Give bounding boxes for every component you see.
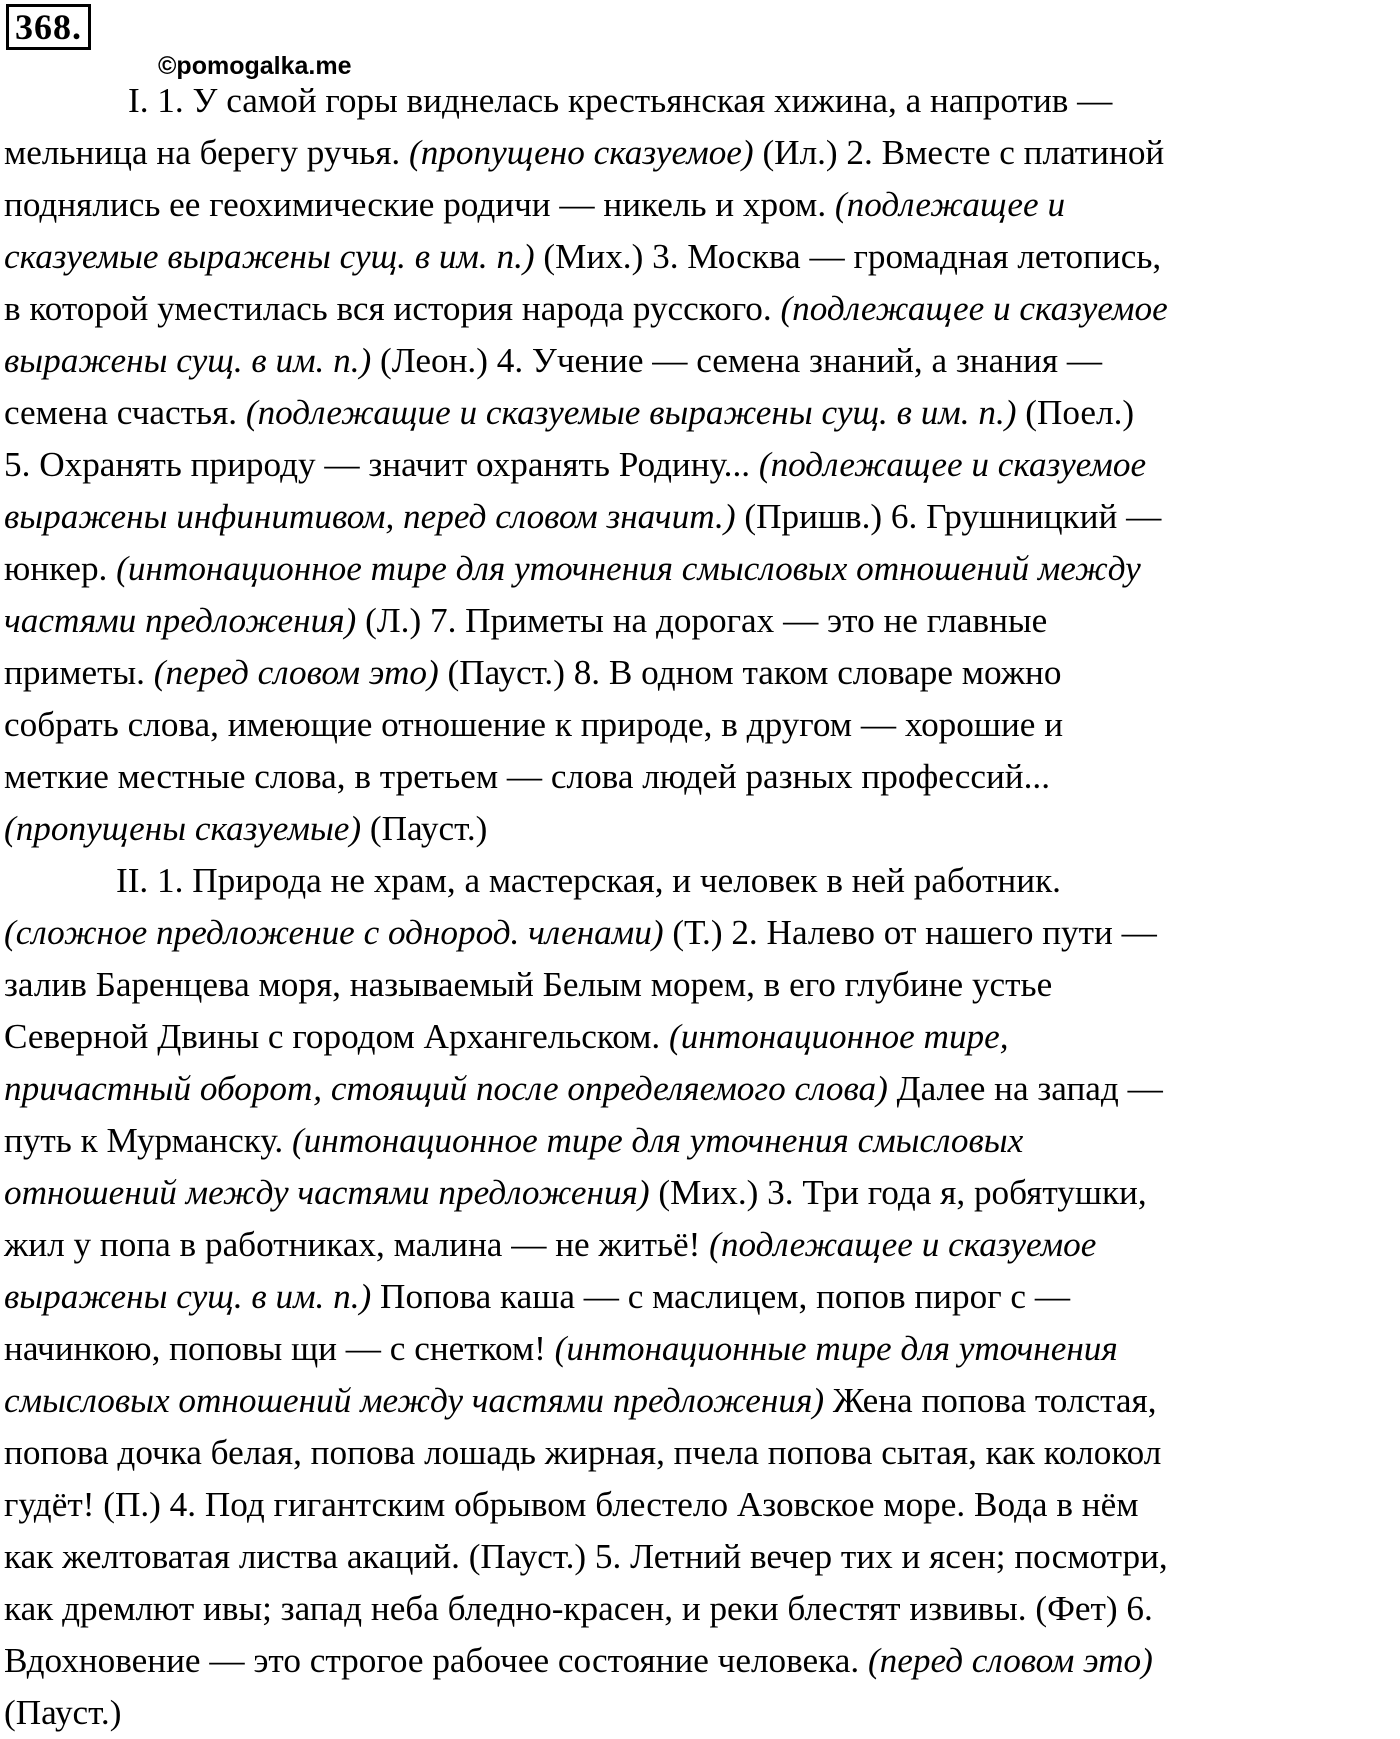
grammar-comment: (пропущено сказуемое) <box>408 133 754 172</box>
grammar-comment: (подлежащее и сказуемое <box>758 445 1147 484</box>
grammar-comment: (перед словом это) <box>867 1641 1153 1680</box>
grammar-comment: выражены сущ. в им. п.) <box>4 1277 372 1316</box>
text-line <box>4 1687 1399 1739</box>
sentence-text: I. 1. У самой горы виднелась крестьянская хижина, а напротив — <box>128 81 1113 120</box>
grammar-comment: причастный оборот, стоящий после определяемого слова) <box>4 1069 888 1108</box>
grammar-comment: отношений между частями предложения) <box>4 1173 650 1212</box>
text-line <box>4 1063 1399 1115</box>
text-line <box>4 647 1399 699</box>
text-line <box>4 335 1399 387</box>
text-line <box>4 1635 1399 1687</box>
sentence-text: (Поел.) <box>1016 393 1135 432</box>
text-line <box>4 127 1399 179</box>
sentence-text: (Пауст.) <box>361 809 488 848</box>
sentence-text: (Мих.) 3. Москва — громадная летопись, <box>534 237 1162 276</box>
grammar-comment: (интонационные тире для уточнения <box>554 1329 1118 1368</box>
text-line <box>4 803 1399 855</box>
grammar-comment: выражены инфинитивом, перед словом значит.) <box>4 497 736 536</box>
sentence-text: (Мих.) 3. Три года я, робятушки, <box>649 1173 1147 1212</box>
grammar-comment: (подлежащее и сказуемое <box>780 289 1168 328</box>
sentence-text: Попова каша — с маслицем, попов пирог с — <box>371 1277 1071 1316</box>
sentence-text: попова дочка белая, попова лошадь жирная, пчела попова сытая, как колокол <box>4 1433 1162 1472</box>
text-line <box>4 751 1399 803</box>
text-line <box>4 1375 1399 1427</box>
text-line <box>4 231 1399 283</box>
sentence-text: как дремлют ивы; запад неба бледно-красен, и реки блестят извивы. (Фет) 6. <box>4 1589 1153 1628</box>
text-line <box>4 1531 1399 1583</box>
sentence-text: Северной Двины с городом Архангельском. <box>4 1017 670 1056</box>
sentence-text: Жена попова толстая, <box>824 1381 1157 1420</box>
text-line <box>4 1583 1399 1635</box>
grammar-comment: смысловых отношений между частями предложения) <box>4 1381 825 1420</box>
sentence-text: Далее на запад — <box>887 1069 1163 1108</box>
text-line <box>4 855 1399 907</box>
grammar-comment: частями предложения) <box>4 601 357 640</box>
grammar-comment: сказуемые выражены сущ. в им. п.) <box>4 237 535 276</box>
sentence-text: в которой уместилась вся история народа русского. <box>4 289 781 328</box>
grammar-comment: выражены сущ. в им. п.) <box>4 341 372 380</box>
sentence-text: семена счастья. <box>4 393 246 432</box>
text-line <box>4 1219 1399 1271</box>
text-line <box>4 387 1399 439</box>
text-line <box>4 1479 1399 1531</box>
sentence-text: (Пришв.) 6. Грушницкий — <box>735 497 1162 536</box>
sentence-text: меткие местные слова, в третьем — слова людей разных профессий... <box>4 757 1051 796</box>
sentence-text: как желтоватая листва акаций. (Пауст.) 5. Летний вечер тих и ясен; посмотри, <box>4 1537 1168 1576</box>
text-line <box>4 179 1399 231</box>
grammar-comment: (интонационное тире для уточнения смысловых отношений между <box>116 549 1141 588</box>
sentence-text: юнкер. <box>4 549 117 588</box>
grammar-comment: (интонационное тире для уточнения смысловых <box>291 1121 1024 1160</box>
text-line <box>4 595 1399 647</box>
text-line <box>4 1323 1399 1375</box>
grammar-comment: (подлежащие и сказуемые выражены сущ. в им. п.) <box>245 393 1017 432</box>
grammar-comment: (подлежащее и <box>834 185 1066 224</box>
grammar-comment: (подлежащее и сказуемое <box>709 1225 1097 1264</box>
sentence-text: (Л.) 7. Приметы на дорогах — это не главные <box>356 601 1048 640</box>
text-line <box>4 283 1399 335</box>
text-line <box>4 699 1399 751</box>
text-line <box>4 907 1399 959</box>
text-line <box>4 959 1399 1011</box>
text-line <box>4 1271 1399 1323</box>
text-line <box>4 491 1399 543</box>
text-line <box>4 75 1399 127</box>
grammar-comment: (интонационное тире, <box>669 1017 1009 1056</box>
sentence-text: гудёт! (П.) 4. Под гигантским обрывом блестело Азовское море. Вода в нём <box>4 1485 1139 1524</box>
exercise-number: 368. <box>6 4 91 50</box>
sentence-text: 5. Охранять природу — значит охранять Родину... <box>4 445 759 484</box>
sentence-text: (Т.) 2. Налево от нашего пути — <box>663 913 1157 952</box>
text-line <box>4 543 1399 595</box>
sentence-text: жил у попа в работниках, малина — не житьё! <box>4 1225 710 1264</box>
text-line <box>4 1115 1399 1167</box>
text-line <box>4 1011 1399 1063</box>
watermark: ©pomogalka.me <box>158 52 352 80</box>
text-line <box>4 1427 1399 1479</box>
sentence-text: начинкою, поповы щи — с снетком! <box>4 1329 555 1368</box>
sentence-text: поднялись ее геохимические родичи — никель и хром. <box>4 185 835 224</box>
sentence-text: II. 1. Природа не храм, а мастерская, и человек в ней работник. <box>116 861 1061 900</box>
text-line <box>4 439 1399 491</box>
sentence-text: Вдохновение — это строгое рабочее состояние человека. <box>4 1641 868 1680</box>
grammar-comment: (сложное предложение с однород. членами) <box>4 913 664 952</box>
exercise-text <box>4 75 1399 1739</box>
sentence-text: приметы. <box>4 653 154 692</box>
sentence-text: путь к Мурманску. <box>4 1121 292 1160</box>
sentence-text: мельница на берегу ручья. <box>4 133 409 172</box>
sentence-text: собрать слова, имеющие отношение к природе, в другом — хорошие и <box>4 705 1064 744</box>
sentence-text: (Ил.) 2. Вместе с платиной <box>753 133 1165 172</box>
sentence-text: (Пауст.) 8. В одном таком словаре можно <box>438 653 1062 692</box>
grammar-comment: (перед словом это) <box>153 653 439 692</box>
text-line <box>4 1167 1399 1219</box>
sentence-text: залив Баренцева моря, называемый Белым морем, в его глубине устье <box>4 965 1053 1004</box>
sentence-text: (Пауст.) <box>4 1693 122 1732</box>
sentence-text: (Леон.) 4. Учение — семена знаний, а знания — <box>371 341 1103 380</box>
grammar-comment: (пропущены сказуемые) <box>4 809 362 848</box>
